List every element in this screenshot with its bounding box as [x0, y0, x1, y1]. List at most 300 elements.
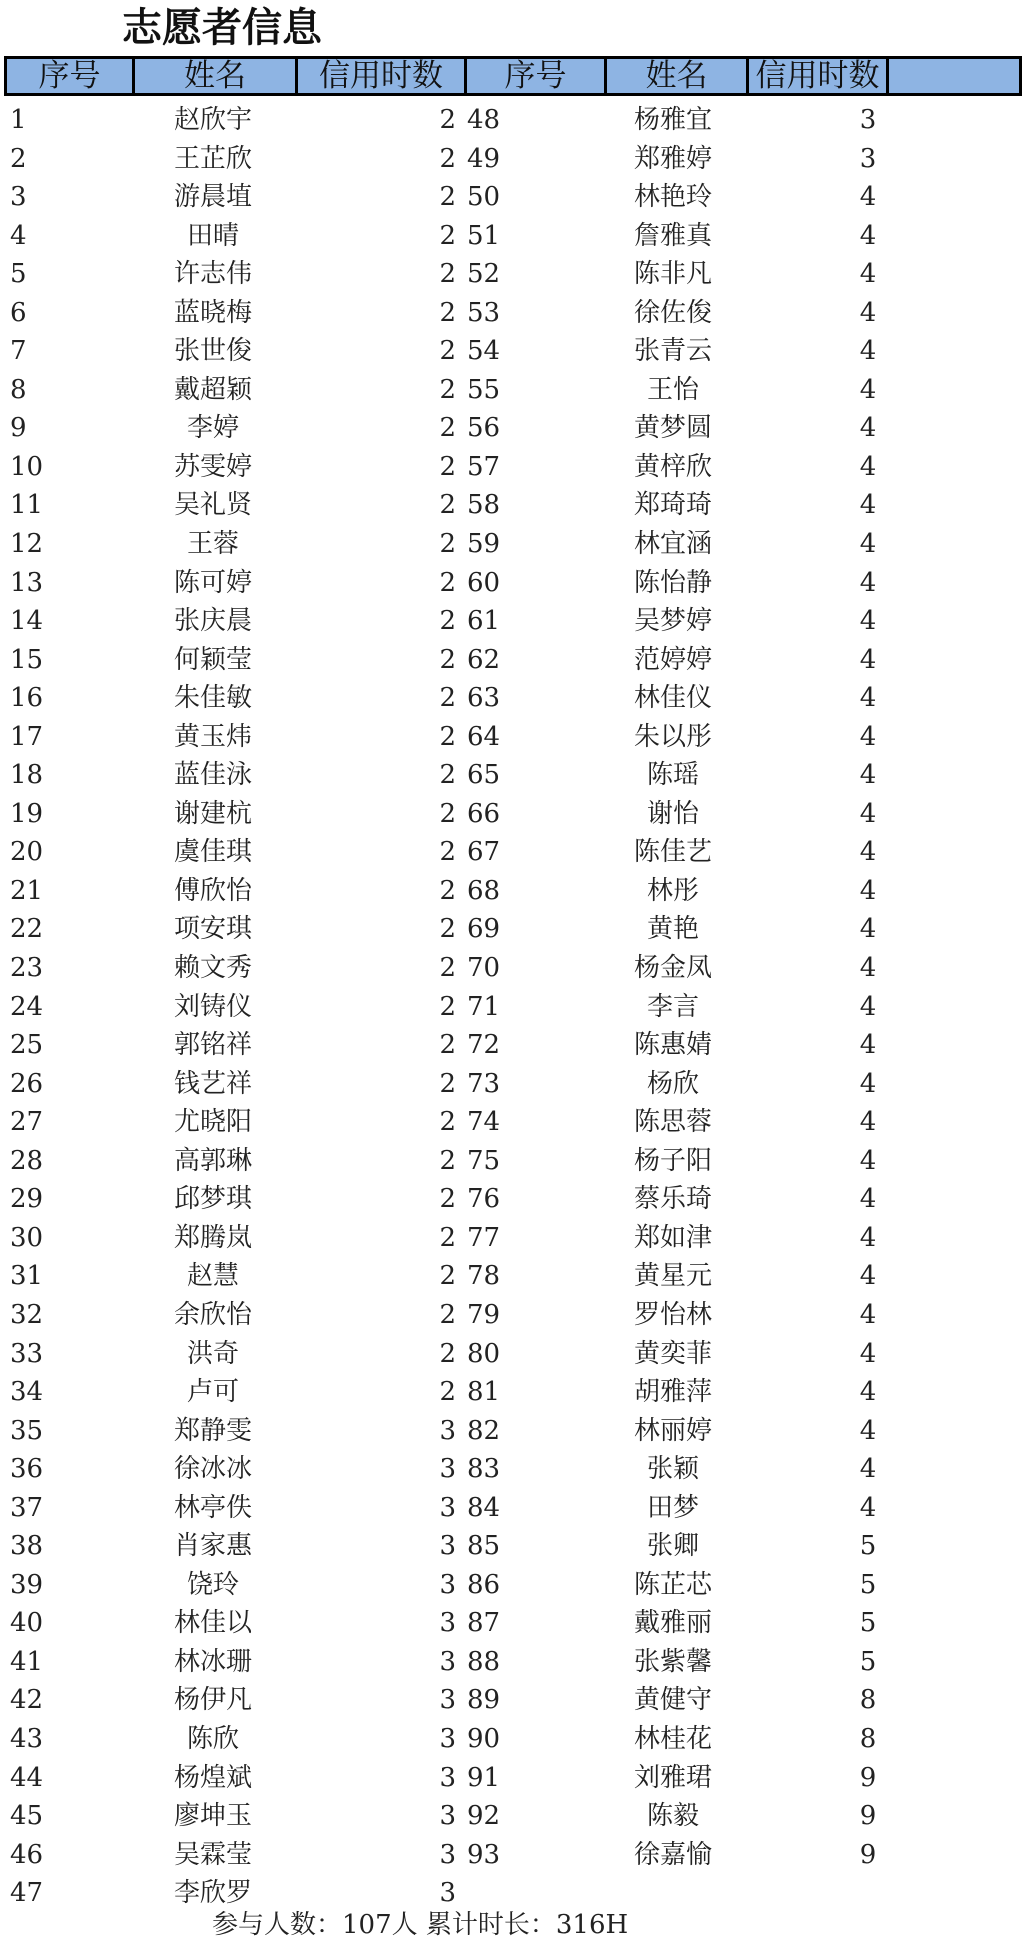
cell-name[interactable]: 罗怡林 [633, 1299, 712, 1330]
cell-no[interactable]: 9 [10, 413, 27, 444]
cell-name[interactable]: 杨子阳 [633, 1145, 712, 1176]
cell-name[interactable]: 郭铭祥 [173, 1030, 252, 1061]
table-row [0, 1604, 1024, 1643]
cell-no[interactable]: 20 [10, 837, 44, 868]
cell-name[interactable]: 朱以彤 [633, 721, 712, 752]
cell-no[interactable]: 45 [10, 1801, 44, 1832]
cell-hours[interactable]: 4 [859, 644, 877, 675]
cell-hours[interactable]: 4 [859, 1261, 877, 1292]
cell-name[interactable]: 林彤 [646, 875, 699, 906]
cell-name[interactable]: 陈怡静 [633, 567, 712, 598]
cell-no[interactable]: 7 [10, 336, 27, 367]
cell-hours[interactable]: 4 [859, 683, 877, 714]
cell-no[interactable]: 91 [467, 1762, 501, 1793]
cell-no[interactable]: 76 [467, 1184, 501, 1215]
cell-name[interactable]: 林佳仪 [633, 683, 712, 714]
cell-name[interactable]: 郑腾岚 [173, 1222, 252, 1253]
cell-name[interactable]: 林艳玲 [633, 182, 712, 213]
cell-hours[interactable]: 4 [859, 529, 877, 560]
cell-no[interactable]: 73 [467, 1068, 501, 1099]
cell-name[interactable]: 虞佳琪 [173, 837, 252, 868]
cell-hours[interactable]: 2 [439, 683, 456, 714]
cell-hours[interactable]: 4 [859, 991, 877, 1022]
cell-hours[interactable]: 4 [859, 1145, 877, 1176]
cell-hours[interactable]: 4 [859, 1222, 877, 1253]
cell-name[interactable]: 徐佐俊 [633, 297, 712, 328]
cell-name[interactable]: 陈芷芯 [633, 1569, 712, 1600]
cell-name[interactable]: 杨金凤 [633, 953, 712, 984]
cell-name[interactable]: 余欣怡 [173, 1299, 252, 1330]
table-row [0, 371, 1024, 410]
cell-no[interactable]: 11 [10, 490, 44, 521]
cell-hours[interactable]: 2 [439, 1299, 456, 1330]
cell-hours[interactable]: 2 [439, 1068, 456, 1099]
cell-name[interactable]: 林丽婷 [633, 1415, 712, 1446]
cell-name[interactable]: 陈欣 [186, 1723, 239, 1754]
cell-no[interactable]: 57 [467, 451, 501, 482]
cell-hours[interactable]: 4 [859, 606, 877, 637]
header-cell-name-1[interactable]: 姓名 [132, 56, 295, 96]
cell-name[interactable]: 陈可婷 [173, 567, 252, 598]
cell-no[interactable]: 81 [467, 1377, 501, 1408]
cell-hours[interactable]: 3 [439, 1415, 456, 1446]
cell-no[interactable]: 34 [10, 1377, 44, 1408]
cell-name[interactable]: 卢可 [186, 1377, 239, 1408]
table-row [0, 1335, 1024, 1374]
cell-name[interactable]: 张颖 [646, 1454, 699, 1485]
cell-hours[interactable]: 2 [439, 567, 456, 598]
cell-hours[interactable]: 2 [439, 182, 456, 213]
header-cell-no-2[interactable]: 序号 [464, 56, 604, 96]
cell-hours[interactable]: 4 [859, 1492, 877, 1523]
cell-name[interactable]: 张卿 [646, 1531, 699, 1562]
cell-no[interactable]: 53 [467, 297, 501, 328]
cell-no[interactable]: 85 [467, 1531, 501, 1562]
cell-hours[interactable]: 4 [859, 490, 877, 521]
cell-name[interactable]: 肖家惠 [173, 1531, 252, 1562]
cell-name[interactable]: 詹雅真 [633, 220, 712, 251]
cell-hours[interactable]: 4 [859, 259, 877, 290]
cell-name[interactable]: 廖坤玉 [173, 1801, 252, 1832]
cell-hours[interactable]: 2 [439, 953, 456, 984]
cell-hours[interactable]: 4 [859, 1338, 877, 1369]
cell-name[interactable]: 戴雅丽 [633, 1608, 712, 1639]
cell-no[interactable]: 49 [467, 143, 501, 174]
cell-name[interactable]: 黄星元 [633, 1261, 712, 1292]
cell-hours[interactable]: 2 [439, 875, 456, 906]
cell-hours[interactable]: 5 [859, 1569, 877, 1600]
table-row [0, 1527, 1024, 1566]
cell-name[interactable]: 何颖莹 [173, 644, 252, 675]
cell-no[interactable]: 5 [10, 259, 27, 290]
cell-name[interactable]: 张庆晨 [173, 606, 252, 637]
cell-hours[interactable]: 2 [439, 644, 456, 675]
cell-no[interactable]: 6 [10, 297, 27, 328]
cell-hours[interactable]: 3 [439, 1878, 456, 1909]
cell-no[interactable]: 41 [10, 1646, 44, 1677]
cell-hours[interactable]: 5 [859, 1531, 877, 1562]
cell-name[interactable]: 刘铸仪 [173, 991, 252, 1022]
cell-no[interactable]: 67 [467, 837, 501, 868]
cell-no[interactable]: 23 [10, 953, 44, 984]
cell-name[interactable]: 李欣罗 [173, 1878, 252, 1909]
cell-hours[interactable]: 2 [439, 1145, 456, 1176]
cell-no[interactable]: 92 [467, 1801, 501, 1832]
cell-hours[interactable]: 3 [439, 1646, 456, 1677]
cell-name[interactable]: 蔡乐琦 [633, 1184, 712, 1215]
cell-no[interactable]: 42 [10, 1685, 44, 1716]
cell-no[interactable]: 87 [467, 1608, 501, 1639]
cell-hours[interactable]: 3 [439, 1801, 456, 1832]
cell-name[interactable]: 许志伟 [173, 259, 252, 290]
cell-hours[interactable]: 2 [439, 1107, 456, 1138]
cell-hours[interactable]: 2 [439, 1377, 456, 1408]
cell-hours[interactable]: 2 [439, 490, 456, 521]
cell-no[interactable]: 66 [467, 798, 501, 829]
cell-no[interactable]: 4 [10, 220, 27, 251]
cell-name[interactable]: 赵欣宇 [173, 105, 252, 135]
cell-hours[interactable]: 4 [859, 182, 877, 213]
cell-name[interactable]: 王蓉 [186, 529, 239, 560]
cell-no[interactable]: 32 [10, 1299, 44, 1330]
cell-hours[interactable]: 2 [439, 529, 456, 560]
cell-hours[interactable]: 3 [439, 1492, 456, 1523]
cell-name[interactable]: 王芷欣 [173, 143, 252, 174]
cell-name[interactable]: 田梦 [646, 1492, 699, 1523]
cell-no[interactable]: 86 [467, 1569, 501, 1600]
cell-hours[interactable]: 2 [439, 1030, 456, 1061]
cell-name[interactable]: 陈佳艺 [633, 837, 712, 868]
cell-no[interactable]: 93 [467, 1839, 501, 1870]
cell-no[interactable]: 22 [10, 914, 44, 945]
cell-hours[interactable]: 3 [439, 1608, 456, 1639]
cell-no[interactable]: 51 [467, 220, 501, 251]
cell-hours[interactable]: 4 [859, 1068, 877, 1099]
header-cell-hours-2[interactable]: 信用时数 [746, 56, 886, 96]
cell-hours[interactable]: 4 [859, 567, 877, 598]
cell-no[interactable]: 84 [467, 1492, 501, 1523]
cell-name[interactable]: 吴礼贤 [173, 490, 252, 521]
cell-name[interactable]: 王怡 [646, 374, 699, 405]
cell-no[interactable]: 12 [10, 529, 44, 560]
cell-name[interactable]: 田晴 [186, 220, 239, 251]
cell-name[interactable]: 钱艺祥 [173, 1068, 252, 1099]
cell-name[interactable]: 陈惠婧 [633, 1030, 712, 1061]
cell-name[interactable]: 尤晓阳 [173, 1107, 252, 1138]
table-row [0, 1566, 1024, 1605]
cell-name[interactable]: 李婷 [186, 413, 239, 444]
cell-hours[interactable]: 5 [859, 1608, 877, 1639]
cell-hours[interactable]: 3 [439, 1839, 456, 1870]
cell-no[interactable]: 88 [467, 1646, 501, 1677]
cell-no[interactable]: 80 [467, 1338, 501, 1369]
cell-no[interactable]: 17 [10, 721, 44, 752]
cell-hours[interactable]: 2 [439, 760, 456, 791]
cell-no[interactable]: 62 [467, 644, 501, 675]
cell-no[interactable]: 43 [10, 1723, 44, 1754]
cell-name[interactable]: 吴霖莹 [173, 1839, 252, 1870]
cell-name[interactable]: 吴梦婷 [633, 606, 712, 637]
cell-hours[interactable]: 4 [859, 953, 877, 984]
cell-name[interactable]: 黄艳 [646, 914, 699, 945]
cell-no[interactable]: 68 [467, 875, 501, 906]
cell-no[interactable]: 44 [10, 1762, 44, 1793]
cell-hours[interactable]: 2 [439, 336, 456, 367]
cell-name[interactable]: 郑雅婷 [633, 143, 712, 174]
cell-name[interactable]: 黄奕菲 [633, 1338, 712, 1369]
cell-name[interactable]: 林桂花 [633, 1723, 712, 1754]
cell-no[interactable]: 83 [467, 1454, 501, 1485]
cell-name[interactable]: 杨雅宜 [633, 105, 712, 135]
cell-no[interactable]: 60 [467, 567, 501, 598]
cell-no[interactable]: 29 [10, 1184, 44, 1215]
cell-name[interactable]: 谢建杭 [173, 798, 252, 829]
cell-no[interactable]: 26 [10, 1068, 44, 1099]
cell-no[interactable]: 39 [10, 1569, 44, 1600]
cell-no[interactable]: 36 [10, 1454, 44, 1485]
cell-no[interactable]: 90 [467, 1723, 501, 1754]
cell-name[interactable]: 傅欣怡 [173, 875, 252, 906]
header-cell-hours-1[interactable]: 信用时数 [295, 56, 464, 96]
cell-no[interactable]: 47 [10, 1878, 44, 1909]
cell-name[interactable]: 陈思蓉 [633, 1107, 712, 1138]
cell-hours[interactable]: 4 [859, 413, 877, 444]
cell-no[interactable]: 30 [10, 1222, 44, 1253]
cell-hours[interactable]: 2 [439, 374, 456, 405]
cell-name[interactable]: 高郭琳 [173, 1145, 252, 1176]
cell-no[interactable]: 58 [467, 490, 501, 521]
cell-name[interactable]: 林冰珊 [173, 1646, 252, 1677]
cell-hours[interactable]: 8 [859, 1723, 877, 1754]
cell-hours[interactable]: 4 [859, 374, 877, 405]
cell-no[interactable]: 65 [467, 760, 501, 791]
cell-no[interactable]: 74 [467, 1107, 501, 1138]
cell-no[interactable]: 48 [467, 105, 501, 135]
cell-name[interactable]: 林宜涵 [633, 529, 712, 560]
cell-hours[interactable]: 4 [859, 875, 877, 906]
header-cell-blank[interactable] [886, 56, 1022, 96]
cell-hours[interactable]: 2 [439, 1184, 456, 1215]
cell-no[interactable]: 28 [10, 1145, 44, 1176]
cell-name[interactable]: 张紫馨 [633, 1646, 712, 1677]
cell-name[interactable]: 陈毅 [646, 1801, 699, 1832]
cell-no[interactable]: 77 [467, 1222, 501, 1253]
cell-hours[interactable]: 2 [439, 606, 456, 637]
cell-hours[interactable]: 4 [859, 760, 877, 791]
cell-no[interactable]: 69 [467, 914, 501, 945]
table-row [0, 1797, 1024, 1836]
cell-no[interactable]: 35 [10, 1415, 44, 1446]
cell-hours[interactable]: 3 [439, 1685, 456, 1716]
cell-name[interactable]: 徐嘉愉 [633, 1839, 712, 1870]
cell-name[interactable]: 黄玉炜 [173, 721, 252, 752]
cell-hours[interactable]: 2 [439, 451, 456, 482]
cell-no[interactable]: 59 [467, 529, 501, 560]
cell-hours[interactable]: 2 [439, 914, 456, 945]
cell-no[interactable]: 21 [10, 875, 44, 906]
cell-no[interactable]: 56 [467, 413, 501, 444]
cell-hours[interactable]: 2 [439, 721, 456, 752]
cell-hours[interactable]: 4 [859, 336, 877, 367]
cell-no[interactable]: 13 [10, 567, 44, 598]
cell-name[interactable]: 林佳以 [173, 1608, 252, 1639]
cell-hours[interactable]: 4 [859, 1184, 877, 1215]
cell-name[interactable]: 洪奇 [186, 1338, 239, 1369]
cell-no[interactable]: 27 [10, 1107, 44, 1138]
cell-hours[interactable]: 4 [859, 1377, 877, 1408]
cell-name[interactable]: 项安琪 [173, 914, 252, 945]
cell-name[interactable]: 饶玲 [186, 1569, 239, 1600]
cell-hours[interactable]: 2 [439, 837, 456, 868]
cell-hours[interactable]: 2 [439, 1261, 456, 1292]
cell-no[interactable]: 78 [467, 1261, 501, 1292]
cell-no[interactable]: 40 [10, 1608, 44, 1639]
cell-name[interactable]: 赖文秀 [173, 953, 252, 984]
cell-name[interactable]: 杨欣 [646, 1068, 699, 1099]
cell-name[interactable]: 范婷婷 [633, 644, 712, 675]
cell-no[interactable]: 16 [10, 683, 44, 714]
cell-hours[interactable]: 2 [439, 1338, 456, 1369]
cell-no[interactable]: 79 [467, 1299, 501, 1330]
cell-name[interactable]: 郑静雯 [173, 1415, 252, 1446]
cell-hours[interactable]: 9 [859, 1801, 877, 1832]
cell-no[interactable]: 24 [10, 991, 44, 1022]
cell-name[interactable]: 郑如津 [633, 1222, 712, 1253]
cell-no[interactable]: 25 [10, 1030, 44, 1061]
cell-no[interactable]: 3 [10, 182, 27, 213]
cell-name[interactable]: 刘雅珺 [633, 1762, 712, 1793]
cell-name[interactable]: 郑琦琦 [633, 490, 712, 521]
cell-hours[interactable]: 2 [439, 991, 456, 1022]
cell-hours[interactable]: 3 [859, 105, 877, 135]
cell-name[interactable]: 陈瑶 [646, 760, 699, 791]
table-row [0, 448, 1024, 487]
cell-hours[interactable]: 4 [859, 837, 877, 868]
cell-hours[interactable]: 2 [439, 1222, 456, 1253]
cell-name[interactable]: 朱佳敏 [173, 683, 252, 714]
cell-no[interactable]: 2 [10, 143, 27, 174]
cell-name[interactable]: 黄梓欣 [633, 451, 712, 482]
cell-hours[interactable]: 3 [439, 1569, 456, 1600]
cell-no[interactable]: 89 [467, 1685, 501, 1716]
cell-name[interactable]: 张青云 [633, 336, 712, 367]
cell-hours[interactable]: 2 [439, 220, 456, 251]
cell-hours[interactable]: 4 [859, 451, 877, 482]
cell-hours[interactable]: 4 [859, 220, 877, 251]
cell-no[interactable]: 33 [10, 1338, 44, 1369]
cell-name[interactable]: 杨伊凡 [173, 1685, 252, 1716]
table-row [0, 178, 1024, 217]
cell-no[interactable]: 19 [10, 798, 44, 829]
cell-no[interactable]: 18 [10, 760, 44, 791]
cell-hours[interactable]: 2 [439, 297, 456, 328]
cell-hours[interactable]: 5 [859, 1646, 877, 1677]
cell-name[interactable]: 谢怡 [646, 798, 699, 829]
table-row [0, 833, 1024, 872]
cell-no[interactable]: 75 [467, 1145, 501, 1176]
cell-name[interactable]: 赵慧 [186, 1261, 239, 1292]
cell-no[interactable]: 63 [467, 683, 501, 714]
cell-no[interactable]: 70 [467, 953, 501, 984]
table-row [0, 217, 1024, 256]
header-cell-no-1[interactable]: 序号 [4, 56, 132, 96]
cell-name[interactable]: 蓝晓梅 [173, 297, 252, 328]
cell-hours[interactable]: 3 [439, 1531, 456, 1562]
cell-hours[interactable]: 4 [859, 1415, 877, 1446]
cell-hours[interactable]: 2 [439, 259, 456, 290]
cell-hours[interactable]: 3 [439, 1762, 456, 1793]
cell-no[interactable]: 15 [10, 644, 44, 675]
table-row [0, 1219, 1024, 1258]
header-cell-name-2[interactable]: 姓名 [604, 56, 746, 96]
cell-hours[interactable]: 2 [439, 105, 456, 135]
cell-hours[interactable]: 3 [439, 1723, 456, 1754]
table-row [0, 756, 1024, 795]
cell-hours[interactable]: 2 [439, 143, 456, 174]
summary-footer[interactable]: 参与人数：107人 累计时长：316H [212, 1910, 629, 1940]
cell-hours[interactable]: 4 [859, 1299, 877, 1330]
cell-no[interactable]: 46 [10, 1839, 44, 1870]
cell-no[interactable]: 55 [467, 374, 501, 405]
cell-no[interactable]: 72 [467, 1030, 501, 1061]
cell-no[interactable]: 61 [467, 606, 501, 637]
cell-hours[interactable]: 8 [859, 1685, 877, 1716]
table-row [0, 1412, 1024, 1451]
cell-hours[interactable]: 2 [439, 798, 456, 829]
cell-name[interactable]: 李言 [646, 991, 699, 1022]
cell-name[interactable]: 徐冰冰 [173, 1454, 252, 1485]
cell-hours[interactable]: 4 [859, 798, 877, 829]
cell-no[interactable]: 10 [10, 451, 44, 482]
cell-name[interactable]: 游晨埴 [173, 182, 252, 213]
cell-no[interactable]: 1 [10, 105, 27, 135]
cell-no[interactable]: 82 [467, 1415, 501, 1446]
cell-no[interactable]: 31 [10, 1261, 44, 1292]
cell-name[interactable]: 杨煌斌 [173, 1762, 252, 1793]
cell-no[interactable]: 14 [10, 606, 44, 637]
cell-hours[interactable]: 4 [859, 1030, 877, 1061]
cell-no[interactable]: 50 [467, 182, 501, 213]
cell-name[interactable]: 林亭佚 [173, 1492, 252, 1523]
cell-name[interactable]: 戴超颖 [173, 374, 252, 405]
cell-no[interactable]: 38 [10, 1531, 44, 1562]
cell-hours[interactable]: 3 [859, 143, 877, 174]
cell-name[interactable]: 黄健守 [633, 1685, 712, 1716]
cell-no[interactable]: 71 [467, 991, 501, 1022]
cell-no[interactable]: 37 [10, 1492, 44, 1523]
cell-name[interactable]: 邱梦琪 [173, 1184, 252, 1215]
cell-no[interactable]: 54 [467, 336, 501, 367]
cell-name[interactable]: 蓝佳泳 [173, 760, 252, 791]
cell-hours[interactable]: 4 [859, 1454, 877, 1485]
cell-hours[interactable]: 2 [439, 413, 456, 444]
cell-name[interactable]: 胡雅萍 [633, 1377, 712, 1408]
cell-hours[interactable]: 4 [859, 914, 877, 945]
cell-no[interactable]: 64 [467, 721, 501, 752]
cell-hours[interactable]: 9 [859, 1839, 877, 1870]
cell-name[interactable]: 黄梦圆 [633, 413, 712, 444]
cell-hours[interactable]: 9 [859, 1762, 877, 1793]
cell-name[interactable]: 张世俊 [173, 336, 252, 367]
cell-hours[interactable]: 4 [859, 297, 877, 328]
cell-hours[interactable]: 4 [859, 721, 877, 752]
cell-no[interactable]: 52 [467, 259, 501, 290]
cell-hours[interactable]: 4 [859, 1107, 877, 1138]
cell-name[interactable]: 苏雯婷 [173, 451, 252, 482]
cell-name[interactable]: 陈非凡 [633, 259, 712, 290]
cell-hours[interactable]: 3 [439, 1454, 456, 1485]
cell-no[interactable]: 8 [10, 374, 27, 405]
